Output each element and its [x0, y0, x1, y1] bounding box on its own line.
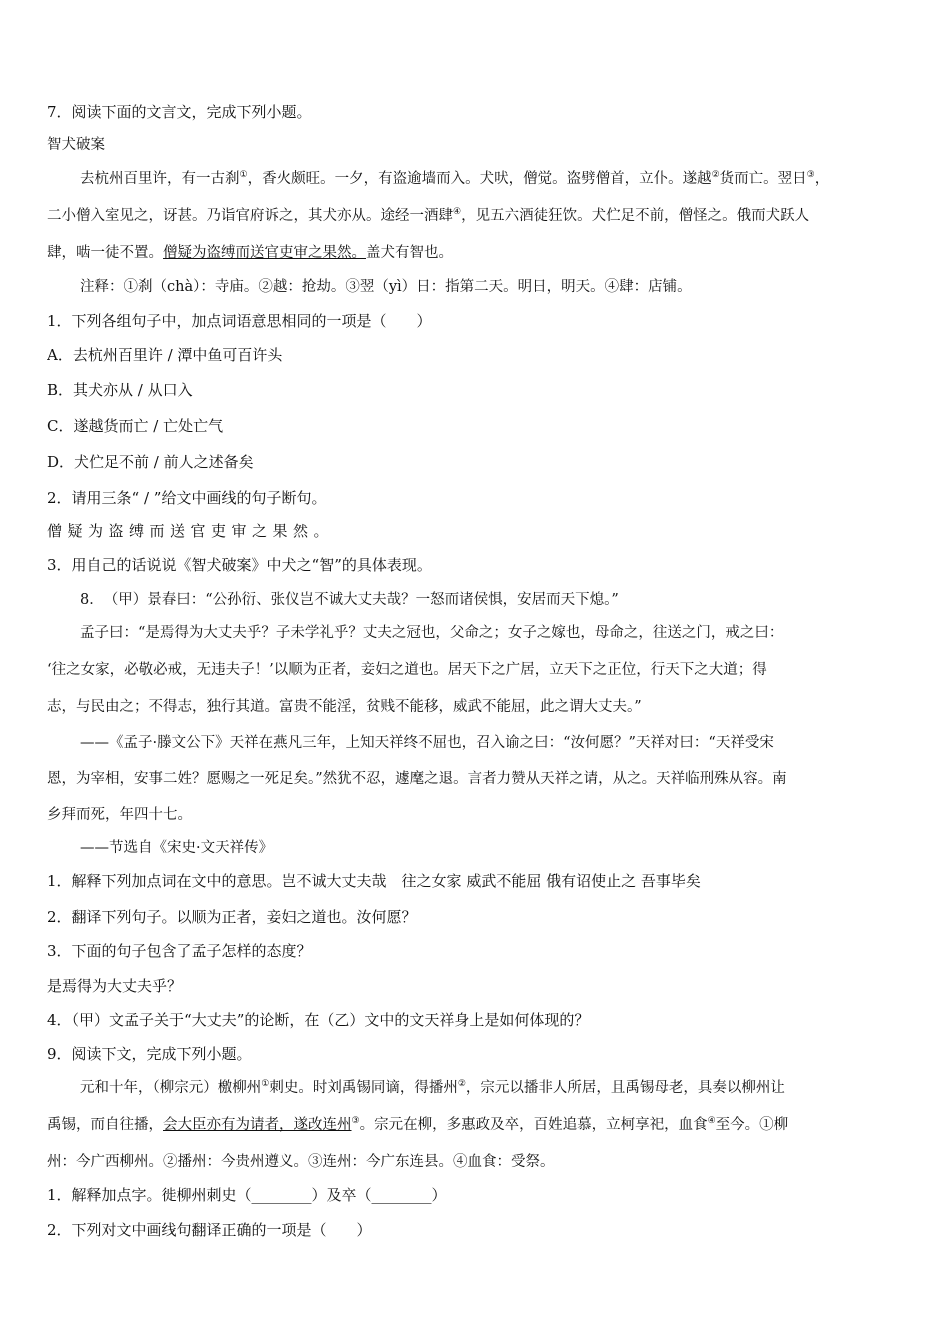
q9-passage-line-2: 禹锡，而自往播，会大臣亦有为请者，遂改连州③。宗元在柳，多惠政及卒，百姓追慕，立柯享祀，血食④至今。①柳 [47, 1116, 789, 1133]
q7-notes: 注释：①刹（chà）：寺庙。②越：抢劫。③翌（yì）日：指第二天。明日，明天。④肆：店铺。 [80, 279, 692, 295]
q8-line-1: 8． （甲）景春曰：“公孙衍、张仪岂不诚大丈夫哉？一怒而诸侯惧，安居而天下熄。” [80, 592, 619, 608]
footnote-2: ② [711, 170, 720, 181]
q8-line-5: ——《孟子·滕文公下》天祥在燕凡三年，上知天祥终不屈也，召入谕之曰：“汝何愿？”天祥对曰：“天祥受宋 [80, 735, 774, 751]
q7-sub-1: 1．下列各组句子中，加点词语意思相同的一项是（ ） [47, 312, 432, 330]
footnote-2: ② [457, 1079, 466, 1090]
q7-sub-2-sentence: 僧疑为盗缚而送官吏审之果然。 [47, 522, 335, 540]
q7-passage-line-2: 二小僧入室见之，讶甚。乃诣官府诉之，其犬亦从。途经一酒肆④，见五六酒徒狂饮。犬伫足不前，僧怪之。俄而犬跃人 [47, 207, 810, 224]
q9-sub-1: 1．解释加点字。徙柳州刺史（________）及卒（________） [47, 1186, 447, 1204]
q8-line-2: 孟子曰：“是焉得为大丈夫乎？子未学礼乎？丈夫之冠也，父命之；女子之嫁也，母命之，往送之门，戒之曰： [80, 625, 784, 641]
q8-sub-3: 3．下面的句子包含了孟子怎样的态度？ [47, 942, 312, 960]
q8-source: ——节选自《宋史·文天祥传》 [80, 840, 274, 856]
q7-sub-3: 3．用自己的话说说《智犬破案》中犬之“智”的具体表现。 [47, 556, 432, 574]
q8-line-3: ‘往之女家，必敬必戒，无违夫子！’以顺为正者，妾妇之道也。居天下之广居，立天下之正位，行天下之大道；得 [47, 662, 767, 678]
q8-sub-1: 1．解释下列加点词在文中的意思。岂不诚大丈夫哉 往之女家 威武不能屈 俄有诏使止之 吾事毕矣 [47, 872, 701, 890]
q7-option-c: C．遂越货而亡 / 亡处亡气 [47, 417, 224, 435]
q8-line-7: 乡拜而死，年四十七。 [47, 807, 192, 823]
q9-passage-line-3: 州：今广西柳州。②播州：今贵州遵义。③连州：今广东连县。④血食：受祭。 [47, 1154, 555, 1170]
footnote-3: ③ [351, 1116, 360, 1127]
q8-line-4: 志，与民由之；不得志，独行其道。富贵不能淫，贫贱不能移，威武不能屈，此之谓大丈夫。” [47, 699, 642, 715]
q8-line-6: 恩，为宰相，安事二姓？愿赐之一死足矣。”然犹不忍，遽麾之退。言者力赞从天祥之请，从之。天祥临刑殊从容。南 [47, 771, 787, 787]
footnote-4: ④ [453, 207, 462, 218]
q7-option-a: A．去杭州百里许 / 潭中鱼可百许头 [47, 346, 283, 364]
q8-sub-3-sentence: 是焉得为大丈夫乎？ [47, 977, 183, 995]
q9-sub-2: 2．下列对文中画线句翻译正确的一项是（ ） [47, 1221, 372, 1239]
q7-passage-line-3: 肆，啮一徒不置。僧疑为盗缚而送官吏审之果然。盖犬有智也。 [47, 245, 453, 261]
footnote-1: ① [239, 170, 248, 181]
q8-sub-2: 2．翻译下列句子。以顺为正者，妾妇之道也。汝何愿？ [47, 908, 417, 926]
q9-passage-line-1: 元和十年，（柳宗元）檄柳州①刺史。时刘禹锡同谪，得播州②，宗元以播非人所居，且禹锡母老，具奏以柳州让 [80, 1079, 785, 1096]
footnote-3: ③ [806, 170, 815, 181]
q7-heading: 7．阅读下面的文言文，完成下列小题。 [47, 103, 312, 121]
underlined-sentence: 僧疑为盗缚而送官吏审之果然。 [163, 245, 366, 261]
footnote-4: ④ [707, 1116, 716, 1127]
q7-passage-line-1: 去杭州百里许，有一古刹①，香火颇旺。一夕，有盗逾墙而入。犬吠，僧觉。盗劈僧首，立仆。遂越②货而亡。翌日③， [80, 170, 830, 187]
q7-sub-2: 2．请用三条“ / ”给文中画线的句子断句。 [47, 489, 327, 507]
q9-heading: 9．阅读下文，完成下列小题。 [47, 1045, 252, 1063]
footnote-1: ① [261, 1079, 270, 1090]
q8-sub-4: 4．（甲）文孟子关于“大丈夫”的论断，在（乙）文中的文天祥身上是如何体现的？ [47, 1011, 590, 1029]
underlined-sentence: 会大臣亦有为请者，遂改连州 [163, 1117, 352, 1133]
q7-option-b: B．其犬亦从 / 从口入 [47, 381, 193, 399]
q7-passage-title: 智犬破案 [47, 137, 105, 153]
q7-option-d: D．犬伫足不前 / 前人之述备矣 [47, 453, 254, 471]
